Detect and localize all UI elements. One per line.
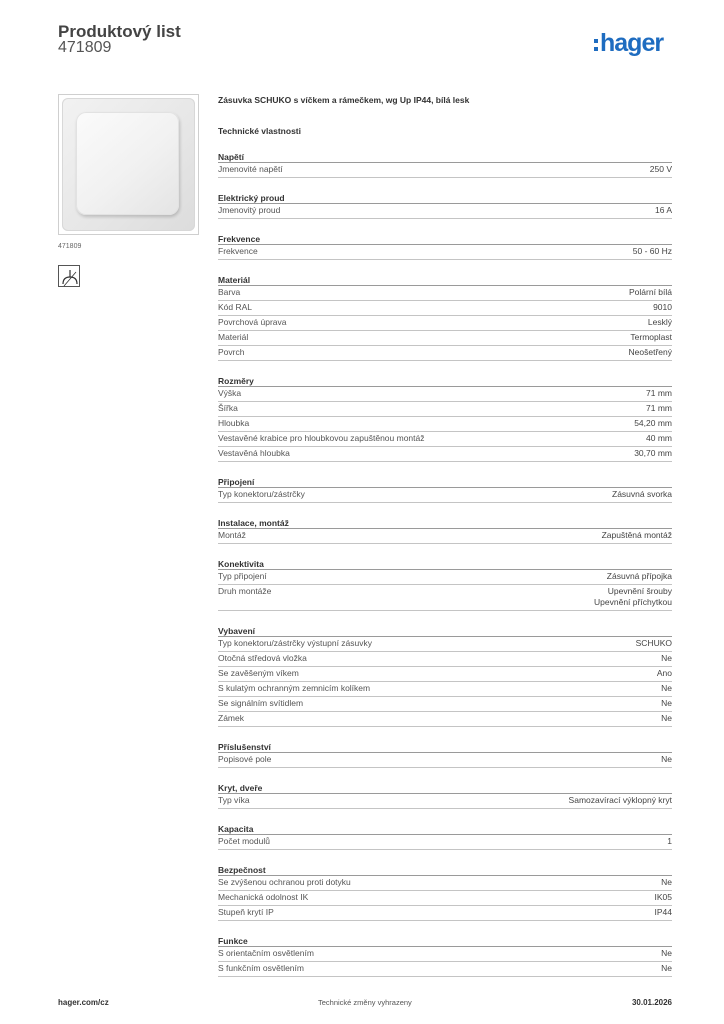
spec-label: Typ konektoru/zástrčky — [218, 489, 305, 499]
spec-label: Jmenovité napětí — [218, 164, 283, 174]
spec-value — [657, 668, 672, 679]
spec-value — [594, 586, 672, 608]
spec-value — [634, 448, 672, 459]
spec-value-line: 9010 — [653, 302, 672, 312]
spec-value-line: Termoplast — [630, 332, 672, 342]
spec-label: Povrchová úprava — [218, 317, 287, 327]
spec-label: Druh montáže — [218, 586, 272, 596]
spec-value-line: Ne — [661, 754, 672, 764]
spec-row — [218, 529, 672, 544]
spec-section — [218, 375, 672, 462]
section-title: Elektrický proud — [218, 192, 672, 204]
section-title: Rozměry — [218, 375, 672, 387]
spec-value-line: Neošetřený — [628, 347, 672, 357]
socket-symbol-icon — [58, 265, 80, 287]
product-image — [58, 94, 199, 235]
spec-value — [655, 205, 672, 216]
spec-value-line: Ne — [661, 877, 672, 887]
spec-section — [218, 274, 672, 361]
spec-row — [218, 652, 672, 667]
spec-section — [218, 558, 672, 611]
spec-label: Kód RAL — [218, 302, 253, 312]
spec-value — [661, 653, 672, 664]
spec-value-line: IK05 — [654, 892, 672, 902]
spec-row — [218, 667, 672, 682]
logo-text: hager — [600, 29, 664, 57]
section-title: Konektivita — [218, 558, 672, 570]
spec-value — [629, 287, 672, 298]
spec-row — [218, 962, 672, 977]
section-title: Instalace, montáž — [218, 517, 672, 529]
spec-value-line: Ne — [661, 963, 672, 973]
spec-row — [218, 585, 672, 611]
spec-value-line: Ne — [661, 653, 672, 663]
spec-row — [218, 906, 672, 921]
spec-value — [636, 638, 672, 649]
spec-value-line: Samozavírací výklopný kryt — [568, 795, 672, 805]
section-title: Materiál — [218, 274, 672, 286]
spec-value — [629, 347, 672, 358]
spec-value-line: Upevnění šrouby — [607, 586, 672, 596]
spec-row — [218, 432, 672, 447]
spec-value — [630, 332, 672, 343]
spec-label: Se zvýšenou ochranou proti dotyku — [218, 877, 351, 887]
spec-label: Stupeň krytí IP — [218, 907, 274, 917]
spec-row — [218, 682, 672, 697]
spec-label: Povrch — [218, 347, 245, 357]
spec-row — [218, 346, 672, 361]
spec-section — [218, 782, 672, 809]
spec-value — [655, 892, 673, 903]
spec-value — [633, 246, 672, 257]
spec-value-line: 30,70 mm — [634, 448, 672, 458]
spec-label: Hloubka — [218, 418, 250, 428]
spec-value — [653, 302, 672, 313]
spec-row — [218, 245, 672, 260]
spec-row — [218, 488, 672, 503]
spec-value — [661, 754, 672, 765]
spec-label: Vestavěné krabice pro hloubkovou zapuštěnou montáž — [218, 433, 425, 443]
spec-label: Vestavěná hloubka — [218, 448, 290, 458]
spec-value-line: Polární bílá — [629, 287, 672, 297]
spec-value-line: 50 - 60 Hz — [632, 246, 672, 256]
spec-value — [661, 683, 672, 694]
spec-section — [218, 935, 672, 977]
spec-value-line: 71 mm — [646, 403, 672, 413]
spec-label: Otočná středová vložka — [218, 653, 307, 663]
spec-row — [218, 301, 672, 316]
spec-label: Se zavěšeným víkem — [218, 668, 299, 678]
spec-value-line: Upevnění příchytkou — [594, 597, 672, 607]
spec-value-line: SCHUKO — [635, 638, 672, 648]
spec-row — [218, 947, 672, 962]
spec-value-line: Zapuštěná montáž — [601, 530, 672, 540]
spec-section — [218, 625, 672, 727]
spec-value — [646, 403, 672, 414]
spec-row — [218, 204, 672, 219]
spec-row — [218, 891, 672, 906]
footer-notice: Technické změny vyhrazeny — [318, 998, 412, 1007]
spec-value — [646, 388, 672, 399]
spec-row — [218, 163, 672, 178]
hager-logo — [594, 30, 663, 56]
socket-cover — [76, 112, 179, 215]
spec-row — [218, 753, 672, 768]
spec-value — [646, 433, 672, 444]
image-caption: 471809 — [58, 243, 82, 250]
footer-date: 30.01.2026 — [631, 998, 672, 1007]
section-title: Funkce — [218, 935, 672, 947]
spec-label: Počet modulů — [218, 836, 270, 846]
spec-value — [650, 164, 672, 175]
section-title: Připojení — [218, 476, 672, 488]
section-title: Vybavení — [218, 625, 672, 637]
spec-section — [218, 192, 672, 219]
spec-value — [661, 698, 672, 709]
spec-value — [661, 948, 672, 959]
product-number: 471809 — [58, 39, 112, 56]
spec-row — [218, 570, 672, 585]
spec-value — [648, 317, 672, 328]
spec-label: Typ připojení — [218, 571, 267, 581]
spec-row — [218, 286, 672, 301]
spec-label: Barva — [218, 287, 241, 297]
spec-row — [218, 876, 672, 891]
spec-row — [218, 447, 672, 462]
spec-value — [634, 418, 672, 429]
spec-value-line: Ne — [661, 698, 672, 708]
spec-row — [218, 387, 672, 402]
spec-label: Jmenovitý proud — [218, 205, 281, 215]
spec-section — [218, 823, 672, 850]
spec-label: Typ konektoru/zástrčky výstupní zásuvky — [218, 638, 373, 648]
spec-label: Typ víka — [218, 795, 250, 805]
spec-section — [218, 517, 672, 544]
spec-value — [661, 963, 672, 974]
spec-value-line: 250 V — [649, 164, 672, 174]
logo-dots-icon — [594, 39, 598, 51]
spec-row — [218, 331, 672, 346]
spec-value-line: Zásuvná svorka — [612, 489, 672, 499]
section-title: Příslušenství — [218, 741, 672, 753]
spec-label: Materiál — [218, 332, 249, 342]
spec-row — [218, 835, 672, 850]
spec-value — [569, 795, 672, 806]
section-title: Kapacita — [218, 823, 672, 835]
spec-value-line: 40 mm — [646, 433, 672, 443]
spec-value — [661, 877, 672, 888]
spec-row — [218, 697, 672, 712]
spec-value-line: 71 mm — [646, 388, 672, 398]
spec-value — [602, 530, 672, 541]
section-title: Kryt, dveře — [218, 782, 672, 794]
spec-label: Zámek — [218, 713, 244, 723]
section-title: Frekvence — [218, 233, 672, 245]
section-title: Napětí — [218, 151, 672, 163]
spec-row — [218, 316, 672, 331]
spec-value-line: Zásuvná přípojka — [606, 571, 672, 581]
spec-row — [218, 712, 672, 727]
spec-label: S kulatým ochranným zemnicím kolíkem — [218, 683, 371, 693]
spec-section — [218, 476, 672, 503]
spec-label: Montáž — [218, 530, 246, 540]
page-title: Produktový list — [58, 22, 181, 41]
spec-row — [218, 417, 672, 432]
spec-value — [667, 836, 672, 847]
spec-row — [218, 637, 672, 652]
spec-label: S orientačním osvětlením — [218, 948, 314, 958]
spec-section — [218, 741, 672, 768]
spec-value-line: Ano — [656, 668, 672, 678]
spec-value-line: Lesklý — [647, 317, 672, 327]
tech-properties-heading: Technické vlastnosti — [218, 126, 301, 136]
section-title: Bezpečnost — [218, 864, 672, 876]
spec-label: S funkčním osvětlením — [218, 963, 304, 973]
spec-section — [218, 151, 672, 178]
spec-label: Popisové pole — [218, 754, 272, 764]
spec-value-line: Ne — [661, 948, 672, 958]
spec-value-line: IP44 — [654, 907, 672, 917]
spec-value-line: Ne — [661, 713, 672, 723]
spec-value — [655, 907, 673, 918]
spec-label: Výška — [218, 388, 242, 398]
spec-section — [218, 864, 672, 921]
spec-value — [612, 489, 672, 500]
spec-label: Se signálním svítidlem — [218, 698, 304, 708]
footer-website[interactable]: hager.com/cz — [58, 998, 109, 1007]
spec-sections — [218, 151, 672, 977]
spec-label: Šířka — [218, 403, 238, 413]
spec-value — [607, 571, 672, 582]
spec-row — [218, 794, 672, 809]
spec-value — [661, 713, 672, 724]
spec-row — [218, 402, 672, 417]
product-name: Zásuvka SCHUKO s víčkem a rámečkem, wg Up IP44, bílá lesk — [218, 95, 470, 105]
spec-value-line: 1 — [667, 836, 672, 846]
spec-value-line: 16 A — [654, 205, 672, 215]
spec-label: Mechanická odolnost IK — [218, 892, 309, 902]
spec-content — [218, 95, 672, 977]
spec-section — [218, 233, 672, 260]
spec-value-line: Ne — [661, 683, 672, 693]
spec-label: Frekvence — [218, 246, 258, 256]
spec-value-line: 54,20 mm — [634, 418, 672, 428]
